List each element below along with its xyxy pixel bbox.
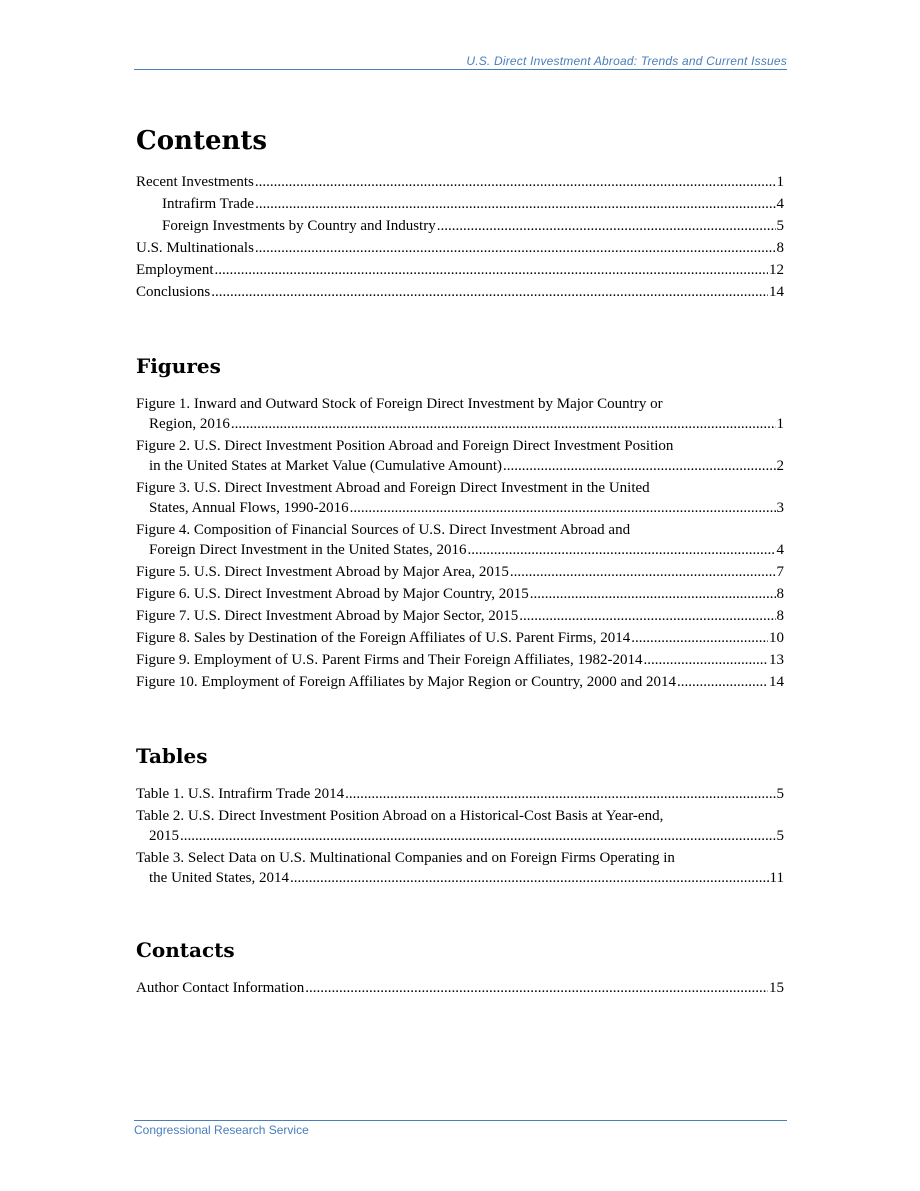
figure-entry-7[interactable] [136, 606, 784, 626]
dot-leader [231, 414, 776, 434]
entry-page: 4 [776, 542, 784, 558]
toc-entry-page: 5 [776, 218, 784, 234]
entry-title: Figure 9. Employment of U.S. Parent Firms and Their Foreign Affiliates, 1982-2014 [136, 652, 643, 668]
dot-leader [180, 826, 776, 846]
dot-leader [503, 456, 776, 476]
figure-entry-6[interactable] [136, 584, 784, 604]
table-entry-3[interactable] [136, 848, 784, 888]
entry-page: 13 [769, 652, 784, 668]
toc-entry-employment[interactable] [136, 260, 784, 280]
entry-title-cont: States, Annual Flows, 1990-2016 [149, 500, 349, 516]
entry-title: Figure 5. U.S. Direct Investment Abroad by Major Area, 2015 [136, 564, 509, 580]
dot-leader [211, 282, 768, 302]
toc-entry-conclusions[interactable] [136, 282, 784, 302]
figure-entry-10[interactable] [136, 672, 784, 692]
entry-page: 10 [769, 630, 784, 646]
entry-title: Figure 10. Employment of Foreign Affiliates by Major Region or Country, 2000 and 2014 [136, 674, 676, 690]
entry-title: Figure 8. Sales by Destination of the Foreign Affiliates of U.S. Parent Firms, 2014 [136, 630, 631, 646]
toc-entry-title: Recent Investments [136, 174, 254, 190]
entry-page: 11 [769, 870, 784, 886]
figure-entry-1[interactable] [136, 394, 784, 434]
toc-entry-page: 1 [776, 174, 784, 190]
figures-heading: Figures [136, 354, 221, 378]
toc-entry-title: Intrafirm Trade [162, 196, 255, 212]
contacts-list [136, 978, 784, 998]
entry-title-cont: in the United States at Market Value (Cumulative Amount) [149, 458, 502, 474]
table-of-contents [136, 124, 784, 1000]
entry-page: 5 [776, 828, 784, 844]
entry-title: Figure 6. U.S. Direct Investment Abroad by Major Country, 2015 [136, 586, 529, 602]
toc-entry-page: 4 [776, 196, 784, 212]
toc-entry-title: Foreign Investments by Country and Industry [162, 218, 436, 234]
entry-page: 1 [776, 416, 784, 432]
running-header: U.S. Direct Investment Abroad: Trends and Current Issues [134, 54, 787, 70]
dot-leader [345, 784, 775, 804]
toc-entry-us-multinationals[interactable] [136, 238, 784, 258]
entry-title-line: Figure 3. U.S. Direct Investment Abroad and Foreign Direct Investment in the United [136, 480, 650, 496]
entry-page: 7 [776, 564, 784, 580]
figure-entry-2[interactable] [136, 436, 784, 476]
entry-title-cont: 2015 [149, 828, 179, 844]
entry-title: Author Contact Information [136, 980, 305, 996]
running-footer: Congressional Research Service [134, 1120, 787, 1137]
entry-page: 14 [769, 674, 784, 690]
entry-title-line: Figure 1. Inward and Outward Stock of Foreign Direct Investment by Major Country or [136, 396, 663, 412]
toc-entry-intrafirm-trade[interactable] [136, 194, 784, 214]
toc-entry-title: Conclusions [136, 284, 211, 300]
toc-entry-page: 8 [776, 240, 784, 256]
entry-title-cont: Foreign Direct Investment in the United States, 2016 [149, 542, 467, 558]
dot-leader [350, 498, 776, 518]
toc-entry-page: 14 [769, 284, 784, 300]
dot-leader [255, 194, 775, 214]
toc-entry-page: 12 [769, 262, 784, 278]
dot-leader [631, 628, 768, 648]
entry-page: 3 [776, 500, 784, 516]
contact-entry-author-info[interactable] [136, 978, 784, 998]
figure-entry-9[interactable] [136, 650, 784, 670]
entry-title-line: Figure 2. U.S. Direct Investment Position Abroad and Foreign Direct Investment Position [136, 438, 674, 454]
table-entry-2[interactable] [136, 806, 784, 846]
figure-entry-8[interactable] [136, 628, 784, 648]
entry-page: 5 [776, 786, 784, 802]
entry-title-cont: the United States, 2014 [149, 870, 289, 886]
dot-leader [643, 650, 768, 670]
figure-entry-5[interactable] [136, 562, 784, 582]
entry-page: 8 [776, 586, 784, 602]
dot-leader [255, 238, 776, 258]
entry-title: Figure 7. U.S. Direct Investment Abroad by Major Sector, 2015 [136, 608, 519, 624]
entry-page: 2 [776, 458, 784, 474]
dot-leader [467, 540, 775, 560]
toc-entry-title: U.S. Multinationals [136, 240, 254, 256]
contents-list [136, 172, 784, 302]
figures-list [136, 394, 784, 692]
tables-heading: Tables [136, 744, 208, 768]
contacts-heading: Contacts [136, 938, 235, 962]
figure-entry-3[interactable] [136, 478, 784, 518]
dot-leader [255, 172, 776, 192]
dot-leader [215, 260, 769, 280]
dot-leader [437, 216, 776, 236]
entry-title-line: Figure 4. Composition of Financial Sources of U.S. Direct Investment Abroad and [136, 522, 631, 538]
entry-title-line: Table 2. U.S. Direct Investment Position Abroad on a Historical-Cost Basis at Year-end, [136, 808, 664, 824]
entry-page: 15 [769, 980, 784, 996]
dot-leader [677, 672, 768, 692]
dot-leader [305, 978, 768, 998]
entry-title-cont: Region, 2016 [149, 416, 230, 432]
toc-entry-foreign-investments[interactable] [136, 216, 784, 236]
dot-leader [530, 584, 776, 604]
toc-entry-title: Employment [136, 262, 214, 278]
dot-leader [290, 868, 769, 888]
entry-title-line: Table 3. Select Data on U.S. Multinational Companies and on Foreign Firms Operating in [136, 850, 675, 866]
table-entry-1[interactable] [136, 784, 784, 804]
contents-heading: Contents [136, 126, 268, 156]
entry-page: 8 [776, 608, 784, 624]
figure-entry-4[interactable] [136, 520, 784, 560]
entry-title: Table 1. U.S. Intrafirm Trade 2014 [136, 786, 345, 802]
toc-entry-recent-investments[interactable] [136, 172, 784, 192]
dot-leader [519, 606, 775, 626]
tables-list [136, 784, 784, 888]
dot-leader [510, 562, 776, 582]
